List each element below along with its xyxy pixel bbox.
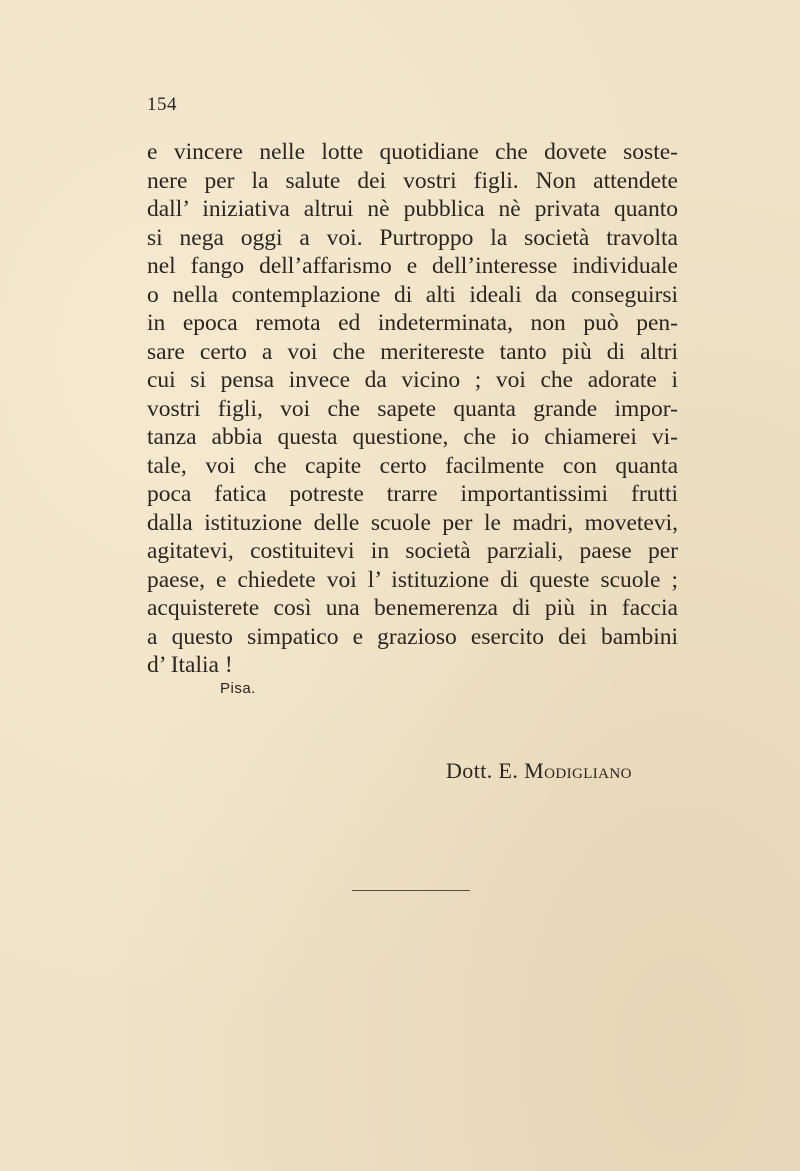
author-title: Dott. E. bbox=[446, 758, 519, 783]
author-surname: Modigliano bbox=[524, 758, 632, 783]
text-line: a questo simpatico e grazioso esercito dei bambini bbox=[147, 623, 678, 650]
text-line: sare certo a voi che meritereste tanto più di altri bbox=[147, 338, 678, 365]
text-line: tanza abbia questa questione, che io chiamerei vi- bbox=[147, 424, 678, 450]
text-line: vostri figli, voi che sapete quanta grande impor- bbox=[147, 395, 678, 422]
text-line: in epoca remota ed indeterminata, non può pen- bbox=[147, 310, 678, 336]
text-line: d’ Italia ! bbox=[147, 652, 233, 678]
text-line: nel fango dell’affarismo e dell’interesse individuale bbox=[147, 253, 678, 279]
text-line: nere per la salute dei vostri figli. Non attendete bbox=[147, 167, 678, 194]
text-line: acquisterete così una benemerenza di più in faccia bbox=[147, 595, 678, 621]
closing-rule bbox=[352, 890, 470, 891]
text-line: e vincere nelle lotte quotidiane che dovete soste- bbox=[147, 139, 678, 165]
text-line: dall’ iniziativa altrui nè pubblica nè privata quanto bbox=[147, 196, 678, 222]
text-line: si nega oggi a voi. Purtroppo la società travolta bbox=[147, 224, 678, 251]
page-number: 154 bbox=[147, 94, 177, 115]
text-line: o nella contemplazione di alti ideali da conseguirsi bbox=[147, 281, 678, 308]
text-line: poca fatica potreste trarre importantissimi frutti bbox=[147, 481, 678, 507]
text-line: dalla istituzione delle scuole per le madri, movetevi, bbox=[147, 509, 678, 536]
body-paragraph bbox=[147, 138, 678, 680]
text-line: agitatevi, costituitevi in società parziali, paese per bbox=[147, 538, 678, 564]
text-line: paese, e chiedete voi l’ istituzione di queste scuole ; bbox=[147, 566, 678, 593]
place-name: Pisa. bbox=[220, 680, 256, 697]
text-line: cui si pensa invece da vicino ; voi che adorate i bbox=[147, 367, 678, 393]
author-signature bbox=[446, 758, 632, 784]
text-line: tale, voi che capite certo facilmente con quanta bbox=[147, 452, 678, 479]
